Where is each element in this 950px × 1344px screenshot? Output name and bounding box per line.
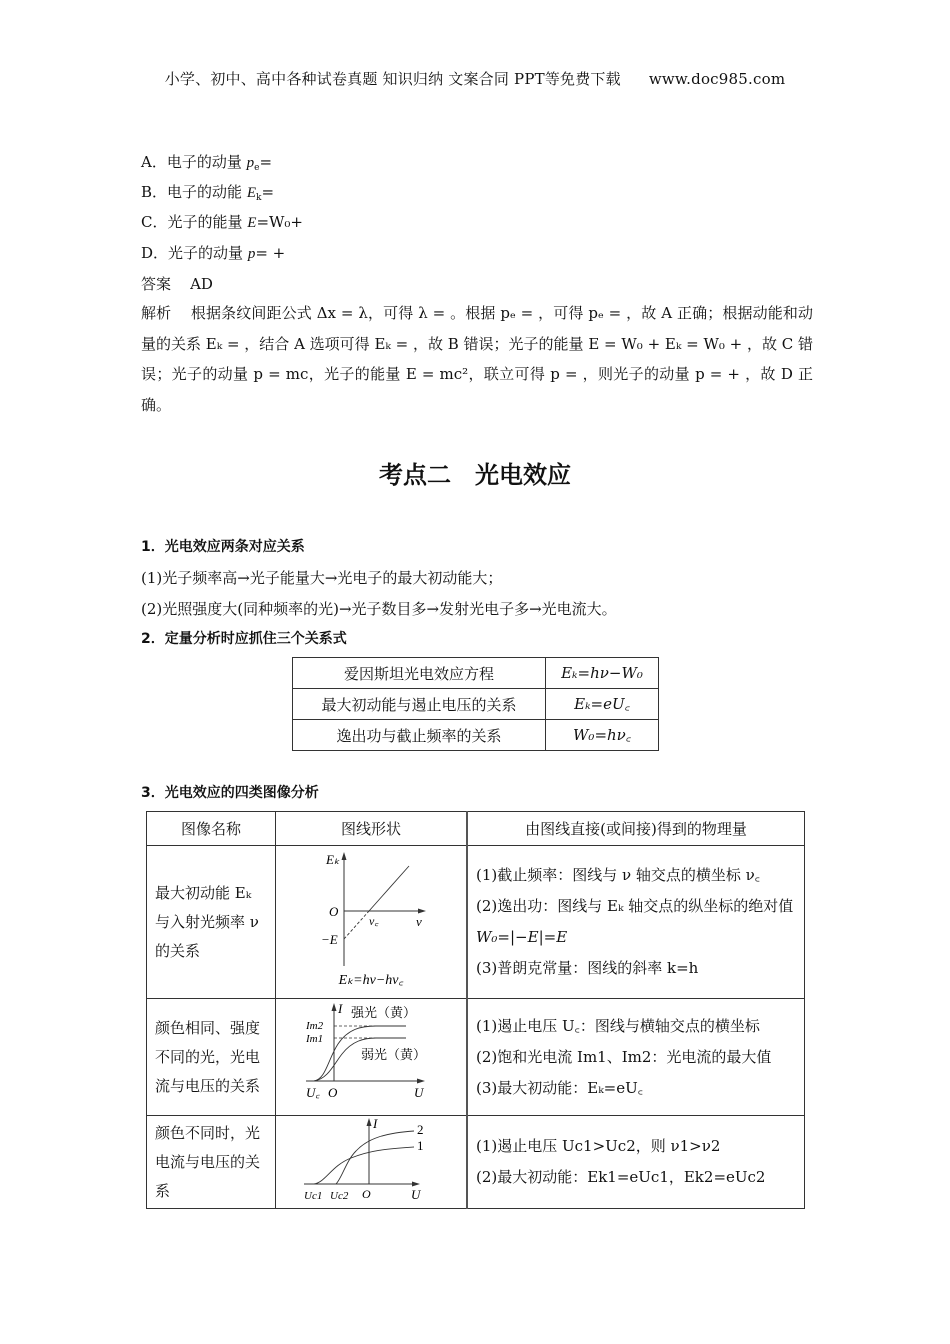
weak-light-label: 弱光（黄） — [361, 1047, 427, 1062]
curve-1 — [314, 1147, 414, 1184]
intercept-label: −E — [321, 932, 338, 947]
option-tail: = — [259, 153, 273, 171]
x-axis-label: ν — [416, 914, 422, 929]
option-tail: = + — [255, 244, 286, 262]
option-sub: k — [255, 193, 262, 203]
relation-name: 最大初动能与遏止电压的关系 — [293, 689, 546, 720]
relation-formula: W₀=hν꜀ — [546, 720, 659, 751]
y-axis-label: I — [373, 1116, 378, 1131]
graph-info — [467, 1116, 805, 1209]
y-axis-label: I — [338, 1001, 343, 1016]
table-row — [147, 846, 805, 999]
table-row — [147, 999, 805, 1116]
strong-light-label: 强光（黄） — [351, 1005, 417, 1020]
table-row — [293, 720, 659, 751]
relation-name: 爱因斯坦光电效应方程 — [293, 658, 546, 689]
header-cell: 图线形状 — [276, 812, 468, 846]
x-axis-arrow — [418, 909, 426, 914]
x-axis-arrow — [412, 1182, 420, 1187]
page-header — [0, 68, 950, 89]
analysis-paragraph — [141, 298, 813, 420]
graph-name: 颜色不同时，光电流与电压的关系 — [147, 1116, 276, 1209]
table-row — [293, 689, 659, 720]
table-row — [293, 658, 659, 689]
x-axis-arrow — [417, 1079, 425, 1084]
y-axis-arrow — [342, 852, 347, 860]
info-line: (2)饱和光电流 Im1、Im2：光电流的最大值 — [476, 1047, 772, 1066]
section-title: 考点二 光电效应 — [379, 461, 571, 489]
graph-cell — [276, 846, 468, 999]
option-math: E — [246, 185, 256, 201]
info-line: (1)截止频率：图线与 ν 轴交点的横坐标 ν꜀ — [476, 866, 760, 884]
uc-label: U꜀ — [306, 1085, 320, 1100]
option-text: 电子的动量 — [166, 153, 247, 171]
graph-caption: Eₖ=hν−hν꜀ — [338, 973, 404, 988]
analysis-label: 解析 — [141, 304, 172, 322]
point-1-b: (2)光照强度大(同种频率的光)→光子数目多→发射光电子多→光电流大。 — [141, 600, 617, 618]
header-cell: 由图线直接(或间接)得到的物理量 — [467, 812, 805, 846]
header-site: www.doc985.com — [648, 70, 786, 88]
im1-label: Im1 — [306, 1033, 324, 1045]
im2-label: Im2 — [306, 1020, 324, 1032]
point-1-a: (1)光子频率高→光子能量大→光电子的最大初动能大； — [141, 569, 503, 587]
point-1-title: 1．光电效应两条对应关系 — [141, 539, 305, 555]
graph-cell — [276, 999, 468, 1116]
option-text: 电子的动能 — [167, 183, 247, 201]
answer-label: 答案 — [141, 275, 172, 293]
option-math: p — [246, 155, 255, 171]
curve-2 — [336, 1131, 414, 1184]
graph-cell — [276, 1116, 468, 1209]
option-label: A． — [141, 153, 167, 171]
option-d — [141, 243, 285, 264]
option-text: 光子的能量 — [167, 213, 248, 231]
relation-formula: Eₖ=eU꜀ — [546, 689, 659, 720]
table-header-row — [147, 812, 805, 846]
origin-label: O — [329, 904, 339, 919]
option-math: p — [247, 246, 256, 262]
x-axis-label: U — [414, 1085, 424, 1100]
relation-name: 逸出功与截止频率的关系 — [293, 720, 546, 751]
info-line: W₀=|−E|=E — [476, 928, 568, 946]
point-2-title: 2．定量分析时应抓住三个关系式 — [141, 631, 347, 647]
graph-name: 颜色相同、强度不同的光，光电流与电压的关系 — [147, 999, 276, 1116]
option-sub: e — [254, 163, 260, 173]
option-label: C． — [141, 213, 168, 231]
info-line: (3)普朗克常量：图线的斜率 k=h — [476, 959, 699, 977]
info-line: (1)遏止电压 U꜀：图线与横轴交点的横坐标 — [476, 1016, 760, 1035]
graph-info — [467, 846, 805, 999]
answer-value: AD — [190, 275, 213, 293]
curve-2-label: 2 — [417, 1122, 424, 1137]
header-text: 小学、初中、高中各种试卷真题 知识归纳 文案合同 PPT等免费下载 — [164, 70, 621, 88]
graph-info — [467, 999, 805, 1116]
answer-line — [141, 274, 213, 294]
info-line: (2)最大初动能：Ek1=eUc1，Ek2=eUc2 — [476, 1168, 766, 1186]
x-axis-label: U — [411, 1187, 421, 1202]
option-label: D． — [141, 244, 169, 262]
uc2-label: Uc2 — [330, 1190, 349, 1202]
header-cell: 图像名称 — [147, 812, 276, 846]
option-label: B． — [141, 183, 168, 201]
info-line: (2)逸出功：图线与 Eₖ 轴交点的纵坐标的绝对值 — [476, 897, 794, 915]
y-axis-arrow — [367, 1118, 372, 1126]
relations-table — [292, 657, 659, 751]
point-3-title: 3．光电效应的四类图像分析 — [141, 785, 319, 801]
relation-formula: Eₖ=hν−W₀ — [546, 658, 659, 689]
option-b — [141, 182, 274, 203]
origin-label: O — [328, 1085, 338, 1100]
iu-intensity-graph — [276, 999, 466, 1111]
x-intercept-label: ν꜀ — [369, 914, 379, 928]
option-c — [141, 212, 303, 233]
iu-color-graph — [276, 1116, 466, 1204]
uc1-label: Uc1 — [304, 1190, 323, 1202]
option-tail: = — [261, 183, 275, 201]
y-axis-label: Eₖ — [326, 852, 340, 867]
info-line: (1)遏止电压 Uc1>Uc2，则 ν1>ν2 — [476, 1137, 721, 1155]
info-line: (3)最大初动能：Eₖ=eU꜀ — [476, 1078, 643, 1097]
graph-table — [146, 811, 805, 1209]
extrapolated-line — [344, 911, 369, 939]
y-axis-arrow — [332, 1003, 337, 1011]
option-tail: =W₀+ — [256, 213, 304, 231]
option-math: E — [247, 215, 257, 231]
origin-label: O — [362, 1187, 371, 1201]
option-text: 光子的动量 — [168, 244, 248, 262]
graph-name: 最大初动能 Eₖ 与入射光频率 ν 的关系 — [147, 846, 276, 999]
table-row — [147, 1116, 805, 1209]
analysis-text: 根据条纹间距公式 Δx = λ，可得 λ = 。根据 pₑ = ，可得 pₑ = ，故 A 正确；根据动能和动量的关系 Eₖ = ，结合 A 选项可得 Eₖ = ，故 B 错误；光子的能量 E = W₀ + Eₖ = W₀ + ，故 C 错误；光子的动量 p = mc，光子的能量 E = mc²，联立可得 p = ，则光子的动量 p = + ，故 D 正确。 — [141, 304, 813, 414]
curve-1-label: 1 — [417, 1138, 424, 1153]
ek-nu-graph — [276, 846, 466, 994]
ek-line — [369, 866, 409, 911]
option-a — [141, 152, 272, 173]
